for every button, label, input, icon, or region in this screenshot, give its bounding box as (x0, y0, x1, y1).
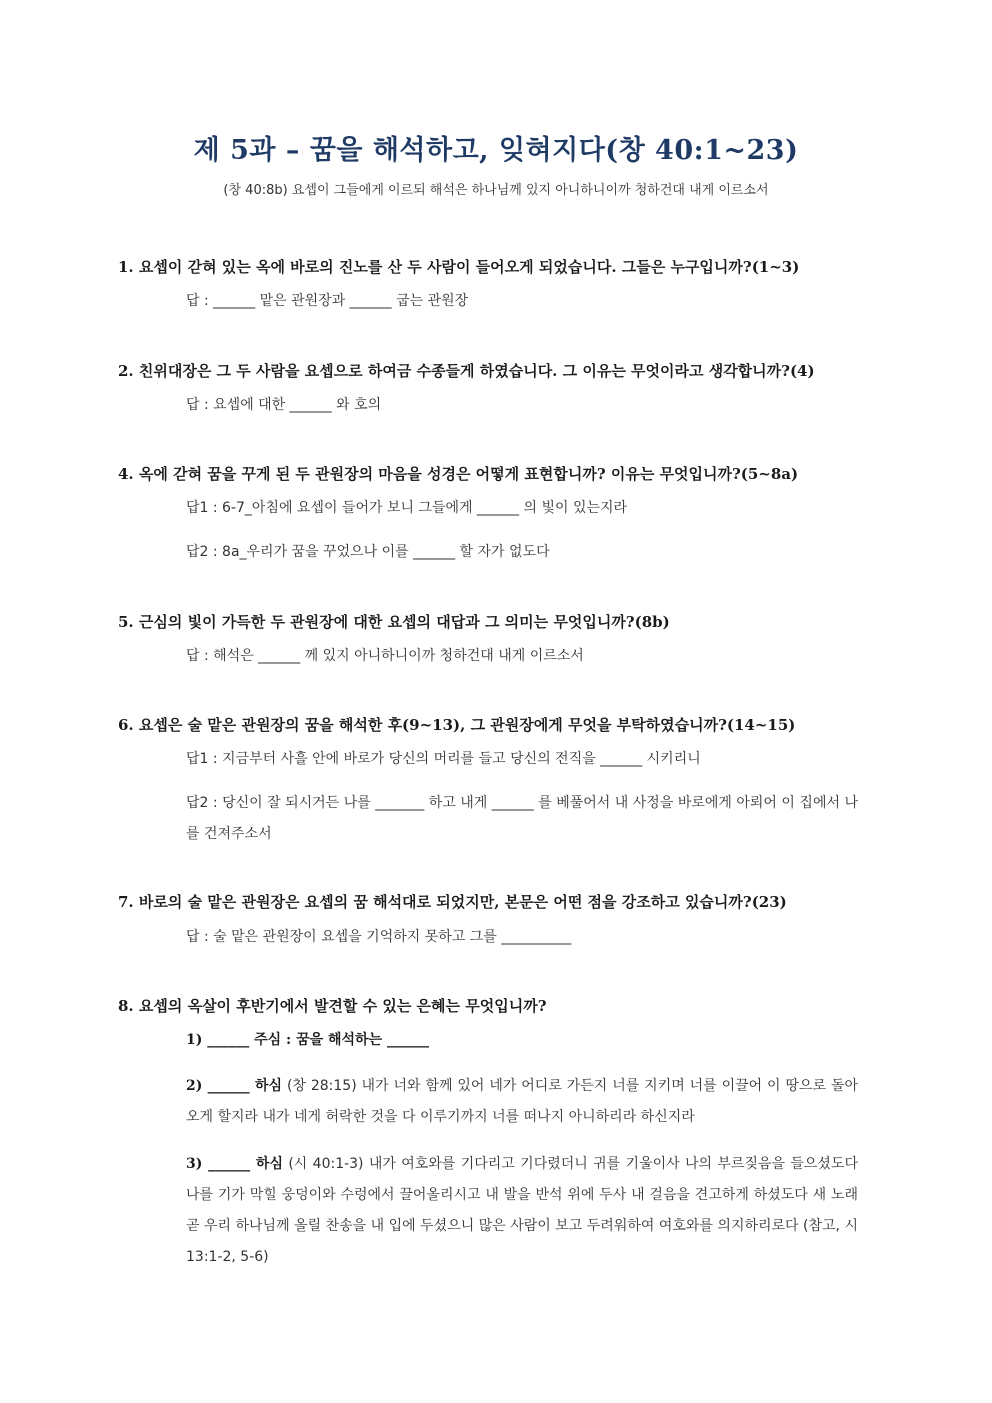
question-8: 8. 요셉의 옥살이 후반기에서 발견할 수 있는 은혜는 무엇입니까? (118, 997, 547, 1015)
answer-6-2: 답2 : 당신이 잘 되시거든 나를 _______ 하고 내게 ______ 를 베풀어서 내 사정을 바로에게 아뢰어 이 집에서 나를 건져주소서 (186, 795, 858, 842)
answer-8-2 (186, 1071, 858, 1133)
question-2: 2. 친위대장은 그 두 사람을 요셉으로 하여금 수종들게 하였습니다. 그 이유는 무엇이라고 생각합니까?(4) (118, 362, 815, 380)
answer-8-1-head: 1) ______ 주심 : 꿈을 해석하는 ______ (186, 1032, 429, 1048)
answer-8-3-text: (시 40:1-3) 내가 여호와를 기다리고 기다렸더니 귀를 기울이사 나의 부르짖음을 들으셨도다 나를 기가 막힐 웅덩이와 수렁에서 끌어올리시고 내 발을 반석 위에 두사 내 걸음을 견고하게 하셨도다 새 노래 곧 우리 하나님께 올릴 찬송을 내 입에 두셨으니 많은 사람이 보고 두려워하여 여호와를 의지하리로다 (참고, 시 13:1-2, 5-6) (186, 1156, 858, 1265)
question-6: 6. 요셉은 술 맡은 관원장의 꿈을 해석한 후(9~13), 그 관원장에게 무엇을 부탁하였습니까?(14~15) (118, 716, 796, 734)
answer-4-2: 답2 : 8a_우리가 꿈을 꾸었으나 이를 ______ 할 자가 없도다 (186, 544, 550, 560)
question-5: 5. 근심의 빛이 가득한 두 관원장에 대한 요셉의 대답과 그 의미는 무엇입니까?(8b) (118, 613, 670, 631)
answer-8-1 (186, 1025, 858, 1056)
question-1: 1. 요셉이 갇혀 있는 옥에 바로의 진노를 산 두 사람이 들어오게 되었습니다. 그들은 누구입니까?(1~3) (118, 258, 800, 276)
answer-8-3-head: 3) ______ 하심 (186, 1156, 283, 1172)
answer-7: 답 : 술 맡은 관원장이 요셉을 기억하지 못하고 그를 __________ (186, 929, 572, 945)
question-4: 4. 옥에 갇혀 꿈을 꾸게 된 두 관원장의 마음을 성경은 어떻게 표현합니까? 이유는 무엇입니까?(5~8a) (118, 465, 799, 483)
answer-5: 답 : 해석은 ______ 께 있지 아니하니이까 청하건대 내게 이르소서 (186, 648, 584, 664)
answer-4-1: 답1 : 6-7_아침에 요셉이 들어가 보니 그들에게 ______ 의 빛이 있는지라 (186, 500, 628, 516)
page-title: 제 5과 – 꿈을 해석하고, 잊혀지다(창 40:1~23) (193, 135, 799, 166)
answer-6-1: 답1 : 지금부터 사흘 안에 바로가 당신의 머리를 들고 당신의 전직을 ______ 시키리니 (186, 751, 701, 767)
question-7: 7. 바로의 술 맡은 관원장은 요셉의 꿈 해석대로 되었지만, 본문은 어떤 점을 강조하고 있습니까?(23) (118, 893, 787, 911)
answer-2: 답 : 요셉에 대한 ______ 와 호의 (186, 397, 382, 413)
page-subtitle: (창 40:8b) 요셉이 그들에게 이르되 해석은 하나님께 있지 아니하니이까 청하건대 내게 이르소서 (223, 183, 769, 198)
answer-8-3 (186, 1149, 858, 1273)
answer-1: 답 : ______ 맡은 관원장과 ______ 굽는 관원장 (186, 293, 469, 309)
answer-8-2-text: (창 28:15) 내가 너와 함께 있어 네가 어디로 가든지 너를 지키며 너를 이끌어 이 땅으로 돌아오게 할지라 내가 네게 허락한 것을 다 이루기까지 너를 떠나지 아니하리라 하신지라 (186, 1078, 858, 1125)
answer-8-2-head: 2) ______ 하심 (186, 1078, 283, 1094)
